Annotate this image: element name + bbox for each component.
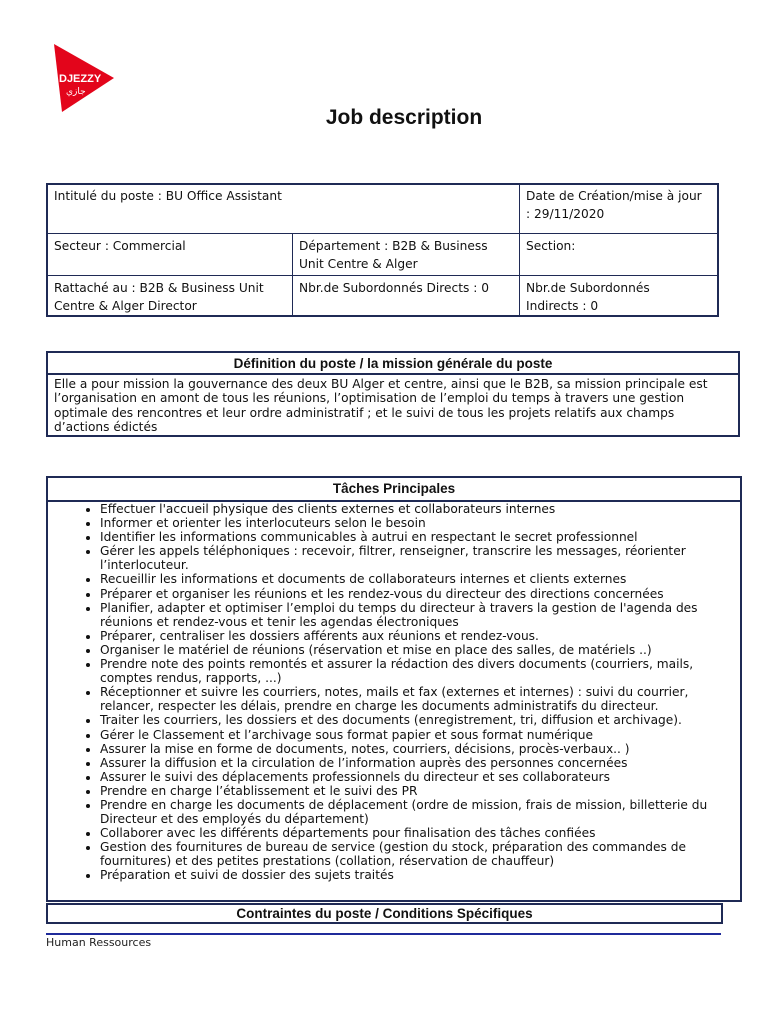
tasks-heading: Tâches Principales [48, 478, 740, 502]
job-title-cell: Intitulé du poste : BU Office Assistant [54, 189, 282, 203]
task-item: • Gérer le Classement et l’archivage sous format papier et sous format numérique [100, 728, 734, 742]
indirect-subordinates-cell: Nbr.de Subordonnés Indirects : 0 [526, 281, 650, 313]
constraints-heading: Contraintes du poste / Conditions Spécifiques [46, 903, 723, 924]
task-item: • Gestion des fournitures de bureau de service (gestion du stock, préparation des commandes de fournitures) et des petites prestations (collation, réservation de chauffeur) [100, 840, 734, 868]
task-item: • Identifier les informations communicables à autrui en respectant le secret professionnel [100, 530, 734, 544]
task-item: • Collaborer avec les différents départements pour finalisation des tâches confiées [100, 826, 734, 840]
task-item: • Prendre en charge les documents de déplacement (ordre de mission, frais de mission, billetterie du Directeur et des employés du département) [100, 798, 734, 826]
logo-arabic-text: جازي [66, 87, 86, 97]
task-list [48, 502, 740, 883]
section-cell: Section: [526, 239, 576, 253]
task-item: • Préparer, centraliser les dossiers afférents aux réunions et rendez-vous. [100, 629, 734, 643]
creation-date-cell: Date de Création/mise à jour : 29/11/2020 [526, 189, 702, 221]
table-divider [48, 233, 717, 234]
task-item: • Prendre note des points remontés et assurer la rédaction des divers documents (courriers, mails, comptes rendus, rapports, ...) [100, 657, 734, 685]
sector-cell: Secteur : Commercial [54, 239, 186, 253]
page-title: Job description [325, 106, 483, 129]
task-item: • Effectuer l'accueil physique des clients externes et collaborateurs internes [100, 502, 734, 516]
job-info-table [46, 183, 719, 317]
mission-section [46, 351, 740, 437]
footer-divider [46, 933, 721, 935]
djezzy-logo-icon [52, 44, 116, 114]
task-item: • Assurer la mise en forme de documents, notes, courriers, décisions, procès-verbaux.. ) [100, 742, 734, 756]
djezzy-logo [52, 44, 116, 114]
task-item: • Prendre en charge l’établissement et le suivi des PR [100, 784, 734, 798]
table-divider [48, 275, 717, 276]
task-item: • Gérer les appels téléphoniques : recevoir, filtrer, renseigner, transcrire les messages, réorienter l’interlocuteur. [100, 544, 734, 572]
reports-to-cell: Rattaché au : B2B & Business Unit Centre & Alger Director [54, 281, 264, 313]
mission-heading: Définition du poste / la mission générale du poste [48, 353, 738, 375]
task-item: • Préparation et suivi de dossier des sujets traités [100, 868, 734, 882]
task-item: • Préparer et organiser les réunions et les rendez-vous du directeur des directions concernées [100, 587, 734, 601]
direct-subordinates-cell: Nbr.de Subordonnés Directs : 0 [299, 281, 489, 295]
mission-text: Elle a pour mission la gouvernance des deux BU Alger et centre, ainsi que le B2B, sa mission principale est l’organisation en amont de tous les réunions, l’optimisation de l’emploi du temps à travers une gestion optimale des rencontres et leur ordre administratif ; et le suivi de tous les projets relatifs aux champs d’actions édictés [54, 377, 708, 435]
task-item: • Assurer la diffusion et la circulation de l’information auprès des personnes concernées [100, 756, 734, 770]
department-cell: Département : B2B & Business Unit Centre & Alger [299, 239, 488, 271]
task-item: • Assurer le suivi des déplacements professionnels du directeur et ses collaborateurs [100, 770, 734, 784]
task-item: • Planifier, adapter et optimiser l’emploi du temps du directeur à travers la gestion de l'agenda des réunions et rendez-vous et tenir les agendas électroniques [100, 601, 734, 629]
task-item: • Réceptionner et suivre les courriers, notes, mails et fax (externes et internes) : suivi du courrier, relancer, respecter les délais, prendre en charge les documents administratifs du directeur. [100, 685, 734, 713]
task-item: • Organiser le matériel de réunions (réservation et mise en place des salles, de matériels ..) [100, 643, 734, 657]
logo-brand-text: DJEZZY [59, 73, 102, 85]
tasks-section [46, 476, 742, 902]
footer-text: Human Ressources [46, 936, 152, 949]
task-item: • Traiter les courriers, les dossiers et des documents (enregistrement, tri, diffusion et archivage). [100, 713, 734, 727]
task-item: • Recueillir les informations et documents de collaborateurs internes et clients externes [100, 572, 734, 586]
task-item: • Informer et orienter les interlocuteurs selon le besoin [100, 516, 734, 530]
